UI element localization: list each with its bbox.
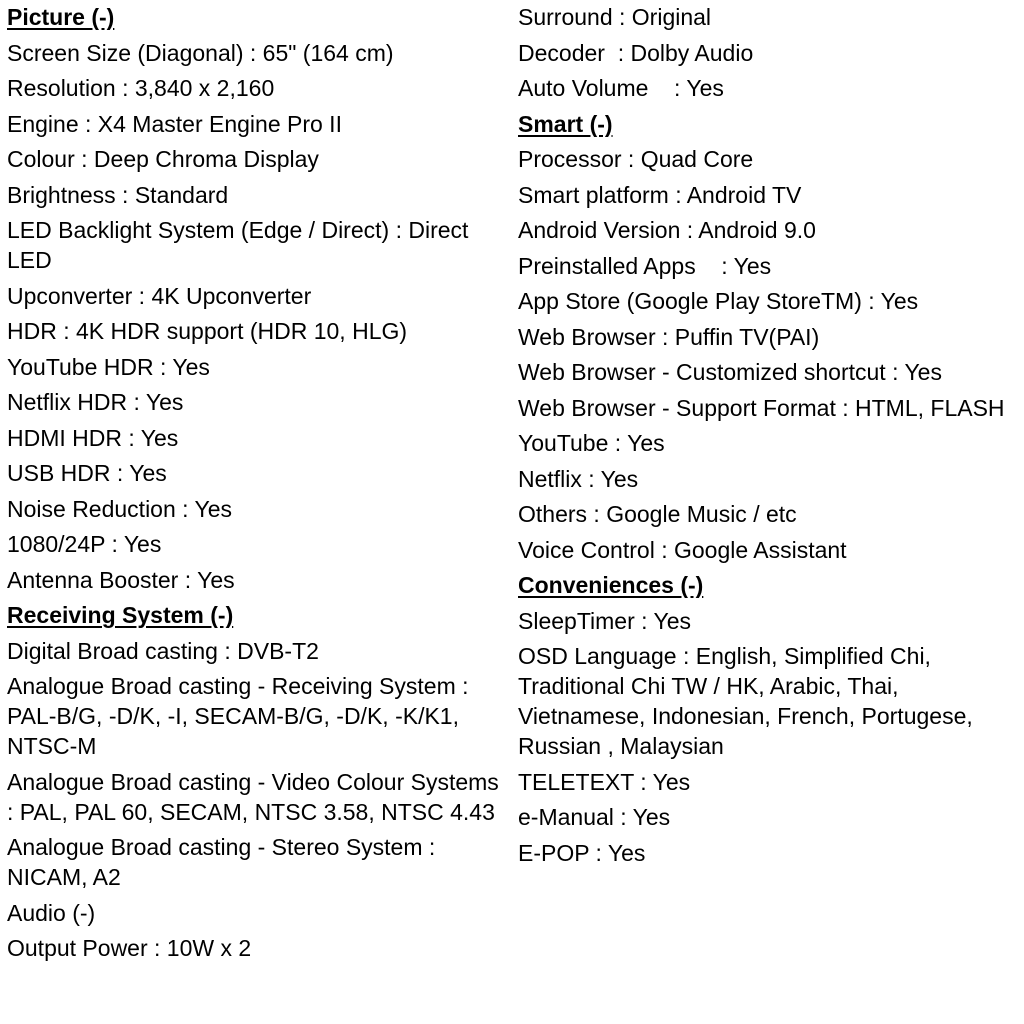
spec-line: Audio (-) [7, 899, 96, 926]
spec-line: Processor : Quad Core [518, 146, 754, 172]
spec-line: E-POP : Yes [518, 839, 646, 866]
spec-line: Netflix : Yes [518, 465, 639, 492]
spec-line: YouTube HDR : Yes [7, 353, 210, 380]
spec-line: Analogue Broad casting - Video Colour Systems : PAL, PAL 60, SECAM, NTSC 3.58, NTSC 4.43 [7, 768, 506, 825]
spec-line: Web Browser - Customized shortcut : Yes [518, 359, 942, 385]
spec-line: Others : Google Music / etc [518, 501, 797, 527]
spec-line: Colour : Deep Chroma Display [7, 146, 319, 172]
spec-line: Preinstalled Apps : Yes [518, 252, 772, 279]
spec-line: YouTube : Yes [518, 430, 665, 456]
spec-line: Analogue Broad casting - Stereo System : NICAM, A2 [7, 834, 442, 890]
spec-line: Output Power : 10W x 2 [7, 935, 252, 961]
spec-line: e-Manual : Yes [518, 804, 671, 830]
spec-line: Brightness : Standard [7, 181, 229, 208]
spec-line: HDR : 4K HDR support (HDR 10, HLG) [7, 318, 408, 344]
spec-line: HDMI HDR : Yes [7, 424, 179, 451]
spec-line: OSD Language : English, Simplified Chi, Traditional Chi TW / HK, Arabic, Thai, Vietnamese, Indonesian, French, Portugese, Russian , Malaysian [518, 643, 980, 759]
spec-line: Netflix HDR : Yes [7, 389, 184, 415]
spec-line: Resolution : 3,840 x 2,160 [7, 75, 275, 101]
section-heading: Conveniences (-) [518, 572, 704, 598]
spec-line: Surround : Original [518, 4, 712, 30]
spec-line: USB HDR : Yes [7, 460, 167, 486]
spec-column-right [518, 2, 1016, 873]
spec-line: LED Backlight System (Edge / Direct) : Direct LED [7, 217, 475, 273]
section-heading: Smart (-) [518, 110, 613, 137]
spec-line: Smart platform : Android TV [518, 181, 802, 208]
spec-line: 1080/24P : Yes [7, 531, 162, 557]
spec-line: Upconverter : 4K Upconverter [7, 282, 312, 309]
spec-line: Antenna Booster : Yes [7, 566, 235, 593]
spec-line: Analogue Broad casting - Receiving System : PAL-B/G, -D/K, -I, SECAM-B/G, -D/K, -K/K1, NTSC-M [7, 673, 475, 759]
spec-line: Digital Broad casting : DVB-T2 [7, 637, 319, 664]
spec-line: Engine : X4 Master Engine Pro II [7, 110, 342, 137]
spec-line: Screen Size (Diagonal) : 65" (164 cm) [7, 39, 394, 66]
spec-line: SleepTimer : Yes [518, 607, 692, 634]
section-heading: Receiving System (-) [7, 602, 234, 628]
spec-line: Auto Volume : Yes [518, 75, 724, 101]
spec-line: Decoder : Dolby Audio [518, 39, 754, 66]
section-heading: Picture (-) [7, 4, 115, 30]
spec-line: Web Browser : Puffin TV(PAI) [518, 323, 820, 350]
spec-column-left [7, 2, 505, 969]
spec-line: Android Version : Android 9.0 [518, 217, 816, 243]
spec-line: Web Browser - Support Format : HTML, FLASH [518, 394, 1005, 421]
spec-line: Voice Control : Google Assistant [518, 536, 847, 563]
spec-line: TELETEXT : Yes [518, 768, 691, 795]
spec-line: Noise Reduction : Yes [7, 495, 233, 522]
spec-line: App Store (Google Play StoreTM) : Yes [518, 288, 919, 314]
